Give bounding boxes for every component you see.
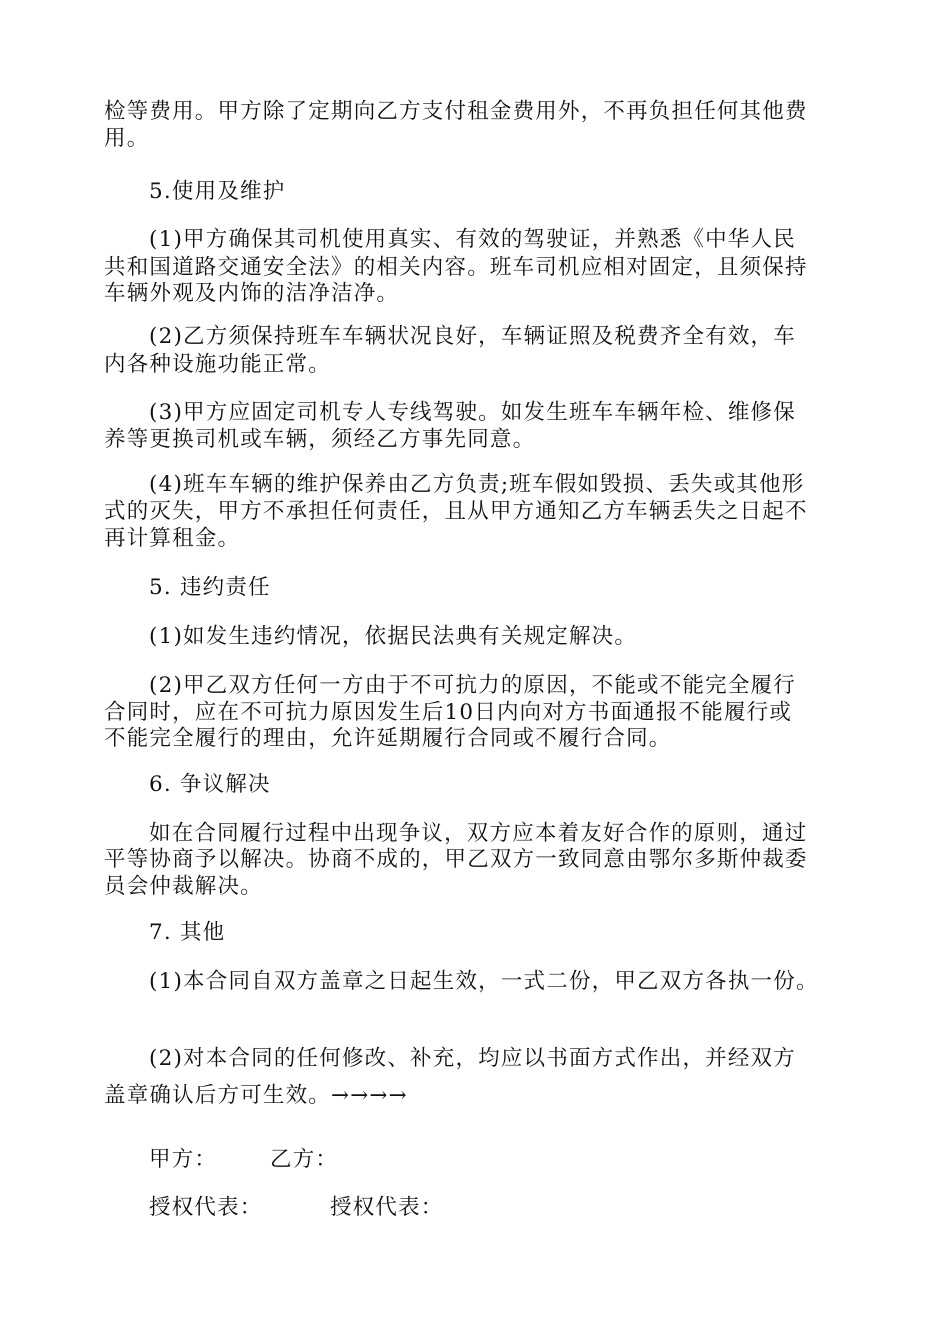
paragraph-line: (4)班车车辆的维护保养由乙方负责;班车假如毁损、丢失或其他形 [149,472,805,497]
party-b-label: 乙方： [270,1147,339,1172]
section-heading: 5. 违约责任 [149,575,271,600]
paragraph-line: (1)如发生违约情况，依据民法典有关规定解决。 [149,624,638,649]
paragraph-line: (2)乙方须保持班车车辆状况良好，车辆证照及税费齐全有效，车 [149,324,796,349]
paragraph-line: 车辆外观及内饰的洁净洁净。 [104,281,400,306]
paragraph-line: 养等更换司机或车辆，须经乙方事先同意。 [104,427,536,452]
section-heading: 5.使用及维护 [149,179,286,204]
section-heading: 6. 争议解决 [149,772,271,797]
paragraph-line: (2)对本合同的任何修改、补充，均应以书面方式作出，并经双方 [149,1046,796,1071]
section-heading: 7. 其他 [149,920,226,945]
paragraph-line: 盖章确认后方可生效。→→→→ [104,1083,408,1108]
rep-b-label: 授权代表： [330,1195,444,1220]
paragraph-line: 内各种设施功能正常。 [104,352,332,377]
paragraph-line: 平等协商予以解决。协商不成的，甲乙双方一致同意由鄂尔多斯仲裁委 [104,847,808,872]
paragraph-line: 式的灭失，甲方不承担任何责任，且从甲方通知乙方车辆丢失之日起不 [104,499,808,524]
paragraph-line: 员会仲裁解决。 [104,874,263,899]
paragraph-line: (2)甲乙双方任何一方由于不可抗力的原因，不能或不能完全履行 [149,673,796,698]
paragraph-line: 再计算租金。 [104,526,241,551]
paragraph-line: 共和国道路交通安全法》的相关内容。班车司机应相对固定，且须保持 [104,255,808,280]
paragraph-line: 如在合同履行过程中出现争议，双方应本着友好合作的原则，通过 [149,821,808,846]
paragraph-line: 合同时，应在不可抗力原因发生后10日内向对方书面通报不能履行或 [104,700,793,725]
paragraph-line: (1)本合同自双方盖章之日起生效，一式二份，甲乙双方各执一份。 [149,969,819,994]
paragraph-line: 不能完全履行的理由，允许延期履行合同或不履行合同。 [104,726,672,751]
rep-a-label: 授权代表： [149,1195,263,1220]
party-a-label: 甲方： [149,1147,218,1172]
paragraph-line: 用。 [104,126,150,151]
paragraph-line: (1)甲方确保其司机使用真实、有效的驾驶证，并熟悉《中华人民 [149,227,796,252]
paragraph-line: (3)甲方应固定司机专人专线驾驶。如发生班车车辆年检、维修保 [149,400,796,425]
paragraph-line: 检等费用。甲方除了定期向乙方支付租金费用外，不再负担任何其他费 [104,99,808,124]
